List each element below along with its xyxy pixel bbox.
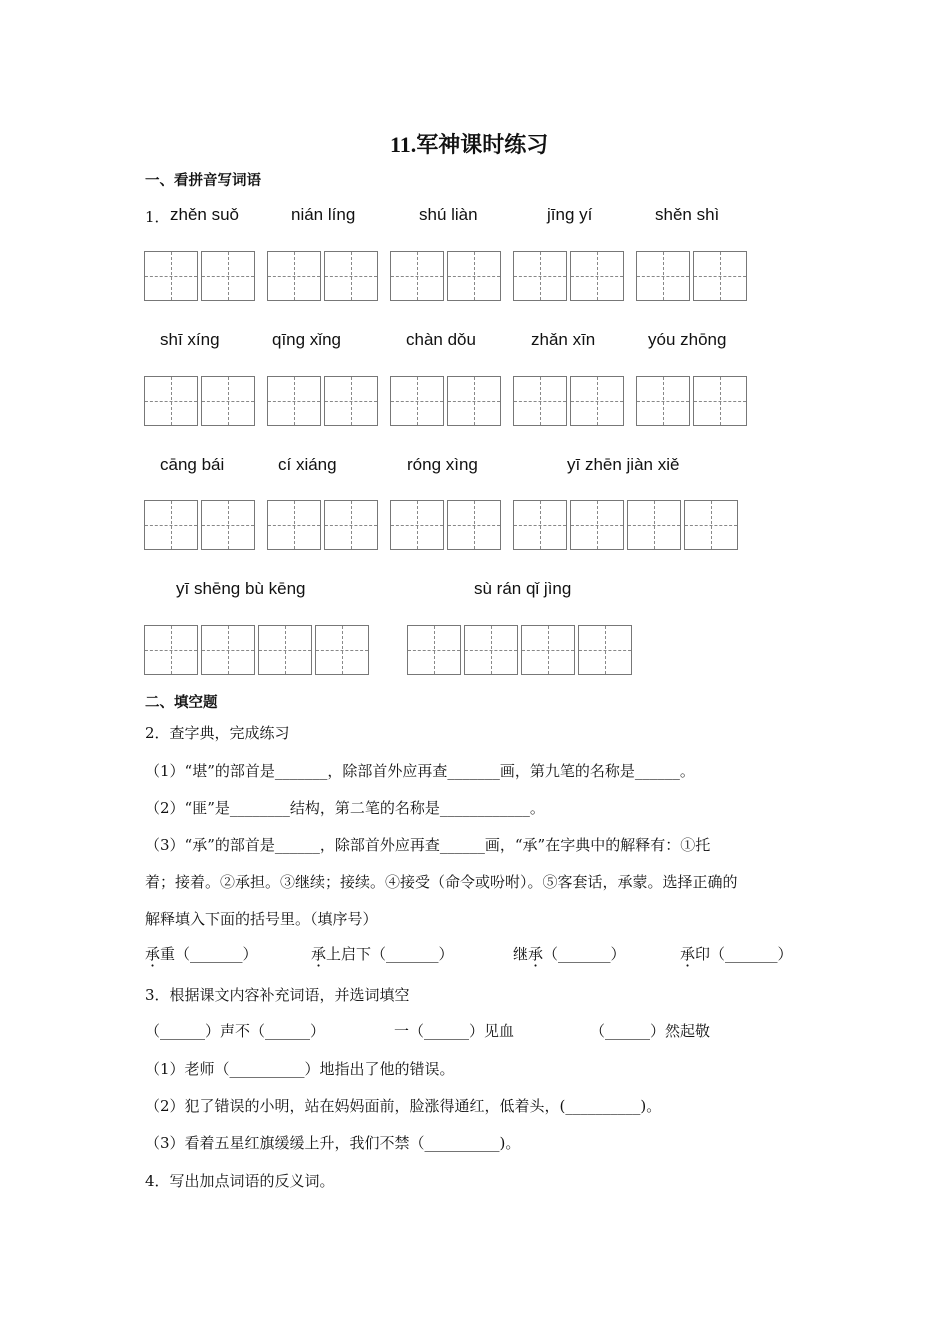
writing-cell[interactable] bbox=[144, 500, 198, 550]
pinyin: zhǎn xīn bbox=[531, 330, 596, 349]
idiom-blank: （______）然起敬 bbox=[590, 1022, 711, 1040]
writing-cell[interactable] bbox=[447, 376, 501, 426]
writing-cell[interactable] bbox=[636, 376, 690, 426]
pinyin: shěn shì bbox=[655, 205, 720, 224]
pinyin: shī xíng bbox=[160, 330, 220, 349]
pinyin: yī zhēn jiàn xiě bbox=[567, 455, 680, 474]
writing-cell[interactable] bbox=[447, 251, 501, 301]
writing-cell[interactable] bbox=[267, 251, 321, 301]
pinyin: cāng bái bbox=[160, 455, 225, 474]
answer-grid bbox=[513, 500, 741, 550]
question-2-3-line1: （3）“承”的部首是______，除部首外应再查______画，“承”在字典中的解释有：①托 bbox=[145, 836, 711, 854]
section-1-heading: 一、看拼音写词语 bbox=[145, 173, 261, 189]
writing-cell[interactable] bbox=[390, 500, 444, 550]
writing-cell[interactable] bbox=[144, 625, 198, 675]
pinyin: sù rán qǐ jìng bbox=[474, 579, 572, 598]
writing-cell[interactable] bbox=[201, 625, 255, 675]
answer-grid bbox=[144, 251, 258, 301]
answer-grid bbox=[513, 376, 627, 426]
question-3-1: （1）老师（__________）地指出了他的错误。 bbox=[145, 1060, 455, 1078]
writing-cell[interactable] bbox=[390, 376, 444, 426]
writing-cell[interactable] bbox=[513, 500, 567, 550]
idiom-blank: 一（______）见血 bbox=[394, 1022, 515, 1040]
writing-cell[interactable] bbox=[570, 376, 624, 426]
writing-cell[interactable] bbox=[464, 625, 518, 675]
pinyin: qīng xǐng bbox=[272, 330, 341, 349]
answer-grid bbox=[513, 251, 627, 301]
answer-grid bbox=[267, 251, 381, 301]
writing-cell[interactable] bbox=[324, 251, 378, 301]
writing-cell[interactable] bbox=[324, 500, 378, 550]
answer-grid bbox=[636, 251, 750, 301]
writing-cell[interactable] bbox=[201, 376, 255, 426]
writing-cell[interactable] bbox=[324, 376, 378, 426]
writing-cell[interactable] bbox=[570, 251, 624, 301]
writing-cell[interactable] bbox=[636, 251, 690, 301]
answer-grid bbox=[390, 251, 504, 301]
answer-grid bbox=[390, 500, 504, 550]
question-2-3-line3: 解释填入下面的括号里。（填序号） bbox=[145, 910, 378, 928]
dotted-word bbox=[145, 943, 258, 964]
answer-grid bbox=[144, 500, 258, 550]
dotted-word bbox=[680, 943, 793, 964]
writing-cell[interactable] bbox=[513, 376, 567, 426]
writing-cell[interactable] bbox=[693, 376, 747, 426]
writing-cell[interactable] bbox=[390, 251, 444, 301]
answer-grid bbox=[267, 500, 381, 550]
writing-cell[interactable] bbox=[201, 500, 255, 550]
writing-cell[interactable] bbox=[267, 376, 321, 426]
answer-grid bbox=[636, 376, 750, 426]
writing-cell[interactable] bbox=[258, 625, 312, 675]
question-3-3: （3）看着五星红旗缓缓上升，我们不禁（__________)。 bbox=[145, 1134, 521, 1152]
section-2-heading: 二、填空题 bbox=[145, 695, 218, 711]
word-pre: 继 bbox=[513, 945, 529, 963]
pinyin: yī shēng bù kēng bbox=[176, 579, 306, 598]
writing-cell[interactable] bbox=[684, 500, 738, 550]
question-1-number: 1． bbox=[145, 208, 170, 226]
question-3: 3．根据课文内容补充词语，并选词填空 bbox=[145, 986, 410, 1004]
dotted-char: 承 bbox=[145, 945, 161, 963]
word-rest: 印（_______） bbox=[695, 945, 793, 963]
writing-cell[interactable] bbox=[267, 500, 321, 550]
writing-cell[interactable] bbox=[201, 251, 255, 301]
dotted-word bbox=[513, 943, 626, 964]
question-4: 4．写出加点词语的反义词。 bbox=[145, 1172, 335, 1190]
writing-cell[interactable] bbox=[315, 625, 369, 675]
writing-cell[interactable] bbox=[570, 500, 624, 550]
pinyin: shú liàn bbox=[419, 205, 478, 224]
answer-grid bbox=[144, 625, 372, 675]
answer-grid bbox=[267, 376, 381, 426]
writing-cell[interactable] bbox=[407, 625, 461, 675]
question-2: 2．查字典，完成练习 bbox=[145, 724, 290, 742]
idiom-blank: （______）声不（______） bbox=[145, 1022, 326, 1040]
pinyin: chàn dǒu bbox=[406, 330, 476, 349]
dotted-char: 承 bbox=[311, 945, 327, 963]
answer-grid bbox=[144, 376, 258, 426]
page-title: 11.军神课时练习 bbox=[390, 132, 549, 157]
question-3-2: （2）犯了错误的小明，站在妈妈面前，脸涨得通红，低着头，(__________)。 bbox=[145, 1097, 662, 1115]
pinyin: jīng yí bbox=[547, 205, 593, 224]
writing-cell[interactable] bbox=[693, 251, 747, 301]
writing-cell[interactable] bbox=[627, 500, 681, 550]
question-2-3-line2: 着；接着。②承担。③继续；接续。④接受（命令或吩咐）。⑤客套话，承蒙。选择正确的 bbox=[145, 873, 738, 891]
question-2-2: （2）“匪”是________结构，第二笔的名称是____________。 bbox=[145, 799, 545, 817]
writing-cell[interactable] bbox=[578, 625, 632, 675]
answer-grid bbox=[407, 625, 635, 675]
pinyin: yóu zhōng bbox=[648, 330, 727, 349]
answer-grid bbox=[390, 376, 504, 426]
dotted-word bbox=[311, 943, 454, 964]
writing-cell[interactable] bbox=[521, 625, 575, 675]
dotted-char: 承 bbox=[528, 945, 544, 963]
pinyin: róng xìng bbox=[407, 455, 478, 474]
pinyin: cí xiáng bbox=[278, 455, 337, 474]
pinyin: zhěn suǒ bbox=[170, 205, 239, 224]
dotted-char: 承 bbox=[680, 945, 696, 963]
writing-cell[interactable] bbox=[447, 500, 501, 550]
pinyin: nián líng bbox=[291, 205, 356, 224]
question-2-1: （1）“堪”的部首是_______，除部首外应再查_______画，第九笔的名称是______。 bbox=[145, 762, 695, 780]
writing-cell[interactable] bbox=[513, 251, 567, 301]
word-rest: 上启下（_______） bbox=[326, 945, 454, 963]
writing-cell[interactable] bbox=[144, 376, 198, 426]
writing-cell[interactable] bbox=[144, 251, 198, 301]
word-rest: （_______） bbox=[543, 945, 626, 963]
word-rest: 重（_______） bbox=[160, 945, 258, 963]
